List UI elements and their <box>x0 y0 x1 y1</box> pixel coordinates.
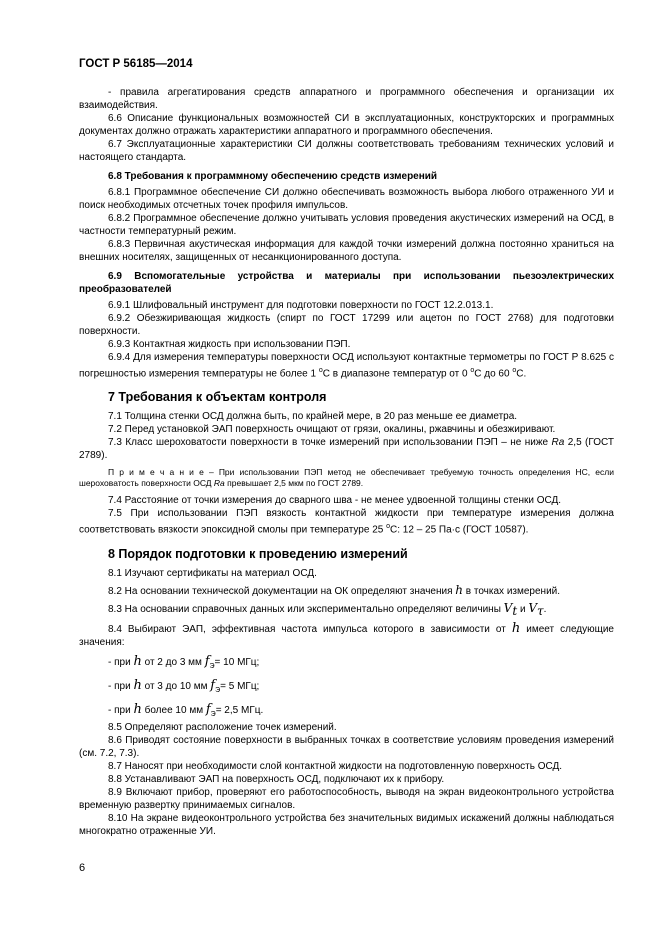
paragraph-8-6: 8.6 Приводят состояние поверхности в выбранных точках в соответствие условиям проведения измерений (см. 7.2, 7.3). <box>79 734 614 759</box>
text: 6.9.4 Для измерения температуры поверхности ОСД используют контактные термометры по ГОСТ Р 8.625 с погрешностью измерения температуры не более 1 <box>79 352 614 380</box>
heading-6-8: 6.8 Требования к программному обеспечению средств измерений <box>108 171 438 182</box>
text: - при <box>108 680 134 692</box>
degree-mark: o <box>318 367 323 374</box>
paragraph-7-4: 7.4 Расстояние от точки измерения до сварного шва - не менее удвоенной толщины стенки ОСД. <box>108 495 562 507</box>
subscript: Э <box>215 686 221 694</box>
freq-item-3 <box>79 703 614 721</box>
symbol-f: f <box>205 701 211 717</box>
heading-6-9: 6.9 Вспомогательные устройства и материалы при использовании пьезоэлектрических преобразователей <box>79 271 614 295</box>
subscript-t: t <box>512 603 518 618</box>
symbol-h: h <box>133 653 142 669</box>
symbol-v: V <box>528 600 537 615</box>
text: С в диапазоне температур от 0 <box>322 368 471 380</box>
text: = 5 МГц; <box>220 680 260 692</box>
text: - при <box>108 704 134 716</box>
degree-mark: o <box>512 367 517 374</box>
paragraph-6-8-1: 6.8.1 Программное обеспечение СИ должно обеспечивать возможность выбора любого отраженного УИ и поиск необходимых отсчетных точек профиля импульсов. <box>79 187 614 211</box>
section-heading-8: 8 Порядок подготовки к проведению измерений <box>108 546 408 561</box>
paragraph-8-2 <box>79 584 614 598</box>
symbol-ra: Ra <box>551 437 565 449</box>
text: имеет следующие значения: <box>79 623 614 648</box>
paragraph-7-1: 7.1 Толщина стенки ОСД должна быть, по крайней мере, в 20 раз меньше ее диаметра. <box>108 411 518 423</box>
freq-item-2 <box>79 679 614 697</box>
symbol-f: f <box>204 653 210 669</box>
paragraph-6-6: 6.6 Описание функциональных возможностей СИ в эксплуатационных, конструкторских и программных документах должно отражать характеристики аппаратного и программного обеспечения. <box>79 113 614 137</box>
symbol-h: h <box>511 620 521 636</box>
text: 7.5 При использовании ПЭП вязкость контактной жидкости при температуре измерения должна соответствовать вязкости эпоксидной смолы при температуре 25 <box>79 508 614 536</box>
text: и <box>517 603 529 615</box>
text: 2,5 (ГОСТ 2789). <box>79 437 614 462</box>
text: в точках измерений. <box>463 585 561 597</box>
symbol-v: V <box>503 600 513 615</box>
text: = 10 МГц; <box>214 656 260 668</box>
subscript: Э <box>210 710 216 718</box>
text: – При использовании ПЭП метод не обеспечивает требуемую точность определения НС, если шероховатость поверхности ОСД <box>79 467 614 489</box>
symbol-f: f <box>210 677 216 693</box>
paragraph-8-3 <box>79 602 614 618</box>
symbol-h: h <box>133 701 142 717</box>
text: 8.3 На основании справочных данных или экспериментально определяют величины <box>108 603 504 615</box>
paragraph-8-7: 8.7 Наносят при необходимости слой контактной жидкости на подготовленную поверхность ОСД. <box>108 760 563 772</box>
paragraph-8-9: 8.9 Включают прибор, проверяют его работоспособность, выводя на экран видеоконтрольного устройства временную развертку принимаемых сигналов. <box>79 786 614 811</box>
paragraph-8-8: 8.8 Устанавливают ЭАП на поверхность ОСД, подключают их к прибору. <box>108 773 445 785</box>
text: - при <box>108 656 134 668</box>
degree-mark: o <box>386 523 391 531</box>
text: С до 60 <box>474 368 513 380</box>
paragraph: - правила агрегатирования средств аппаратного и программного обеспечения и организации их взаимодействия. <box>79 87 614 111</box>
paragraph-6-8-2: 6.8.2 Программное обеспечение должно учитывать условия проведения акустических измерений на ОСД, в частности температурный режим. <box>79 213 614 237</box>
paragraph-8-10: 8.10 На экране видеоконтрольного устройства без значительных видимых искажений должны наблюдаться многократно отраженные УИ. <box>79 812 614 837</box>
paragraph-8-1: 8.1 Изучают сертификаты на материал ОСД. <box>108 567 317 579</box>
text: С. <box>516 368 527 380</box>
text: . <box>543 603 547 615</box>
paragraph-6-7: 6.7 Эксплуатационные характеристики СИ должны соответствовать требованиям технических условий и настоящего стандарта. <box>79 139 614 163</box>
paragraph-6-9-2: 6.9.2 Обезжиривающая жидкость (спирт по ГОСТ 17299 или ацетон по ГОСТ 2768) для подготовки поверхности. <box>79 313 614 337</box>
page-number: 6 <box>79 862 86 874</box>
text: от 2 до 3 мм <box>141 656 205 668</box>
freq-item-1 <box>79 655 614 673</box>
paragraph-6-9-4 <box>79 351 614 380</box>
symbol-ra: Ra <box>213 478 225 489</box>
section-heading-7: 7 Требования к объектам контроля <box>108 390 327 405</box>
text: 7.3 Класс шероховатости поверхности в точке измерений при использовании ПЭП – не ниже <box>108 437 552 449</box>
paragraph-6-9-1: 6.9.1 Шлифовальный инструмент для подготовки поверхности по ГОСТ 12.2.013.1. <box>108 300 494 311</box>
text: от 3 до 10 мм <box>141 680 211 692</box>
paragraph-7-5 <box>79 507 614 536</box>
text: = 2,5 МГц. <box>215 704 264 716</box>
paragraph-8-5: 8.5 Определяют расположение точек измерений. <box>108 721 337 733</box>
text: С: 12 – 25 Па·с (ГОСТ 10587). <box>390 524 529 536</box>
subscript: Э <box>209 662 215 670</box>
paragraph-6-8-3: 6.8.3 Первичная акустическая информация для каждой точки измерений должна постоянно храниться на внешних носителях, защищенных от несанкционированного доступа. <box>79 239 614 263</box>
document-header: ГОСТ Р 56185—2014 <box>79 58 193 70</box>
symbol-h: h <box>455 582 463 597</box>
note <box>79 467 614 489</box>
text: превышает 2,5 мкм по ГОСТ 2789. <box>224 478 364 489</box>
paragraph-7-2: 7.2 Перед установкой ЭАП поверхность очищают от грязи, окалины, ржавчины и обезжиривают. <box>108 424 556 436</box>
text: 8.2 На основании технической документации на ОК определяют значения <box>108 585 456 597</box>
paragraph-7-3 <box>79 436 614 462</box>
document-body <box>79 86 614 838</box>
note-label: П р и м е ч а н и е <box>108 467 204 478</box>
symbol-h: h <box>133 677 142 693</box>
degree-mark: o <box>470 367 475 374</box>
text: более 10 мм <box>141 704 206 716</box>
subscript-tau: τ <box>537 603 544 618</box>
text: 8.4 Выбирают ЭАП, эффективная частота импульса которого в зависимости от <box>108 623 512 635</box>
paragraph-8-4 <box>79 622 614 649</box>
paragraph-6-9-3: 6.9.3 Контактная жидкость при использовании ПЭП. <box>108 339 351 350</box>
